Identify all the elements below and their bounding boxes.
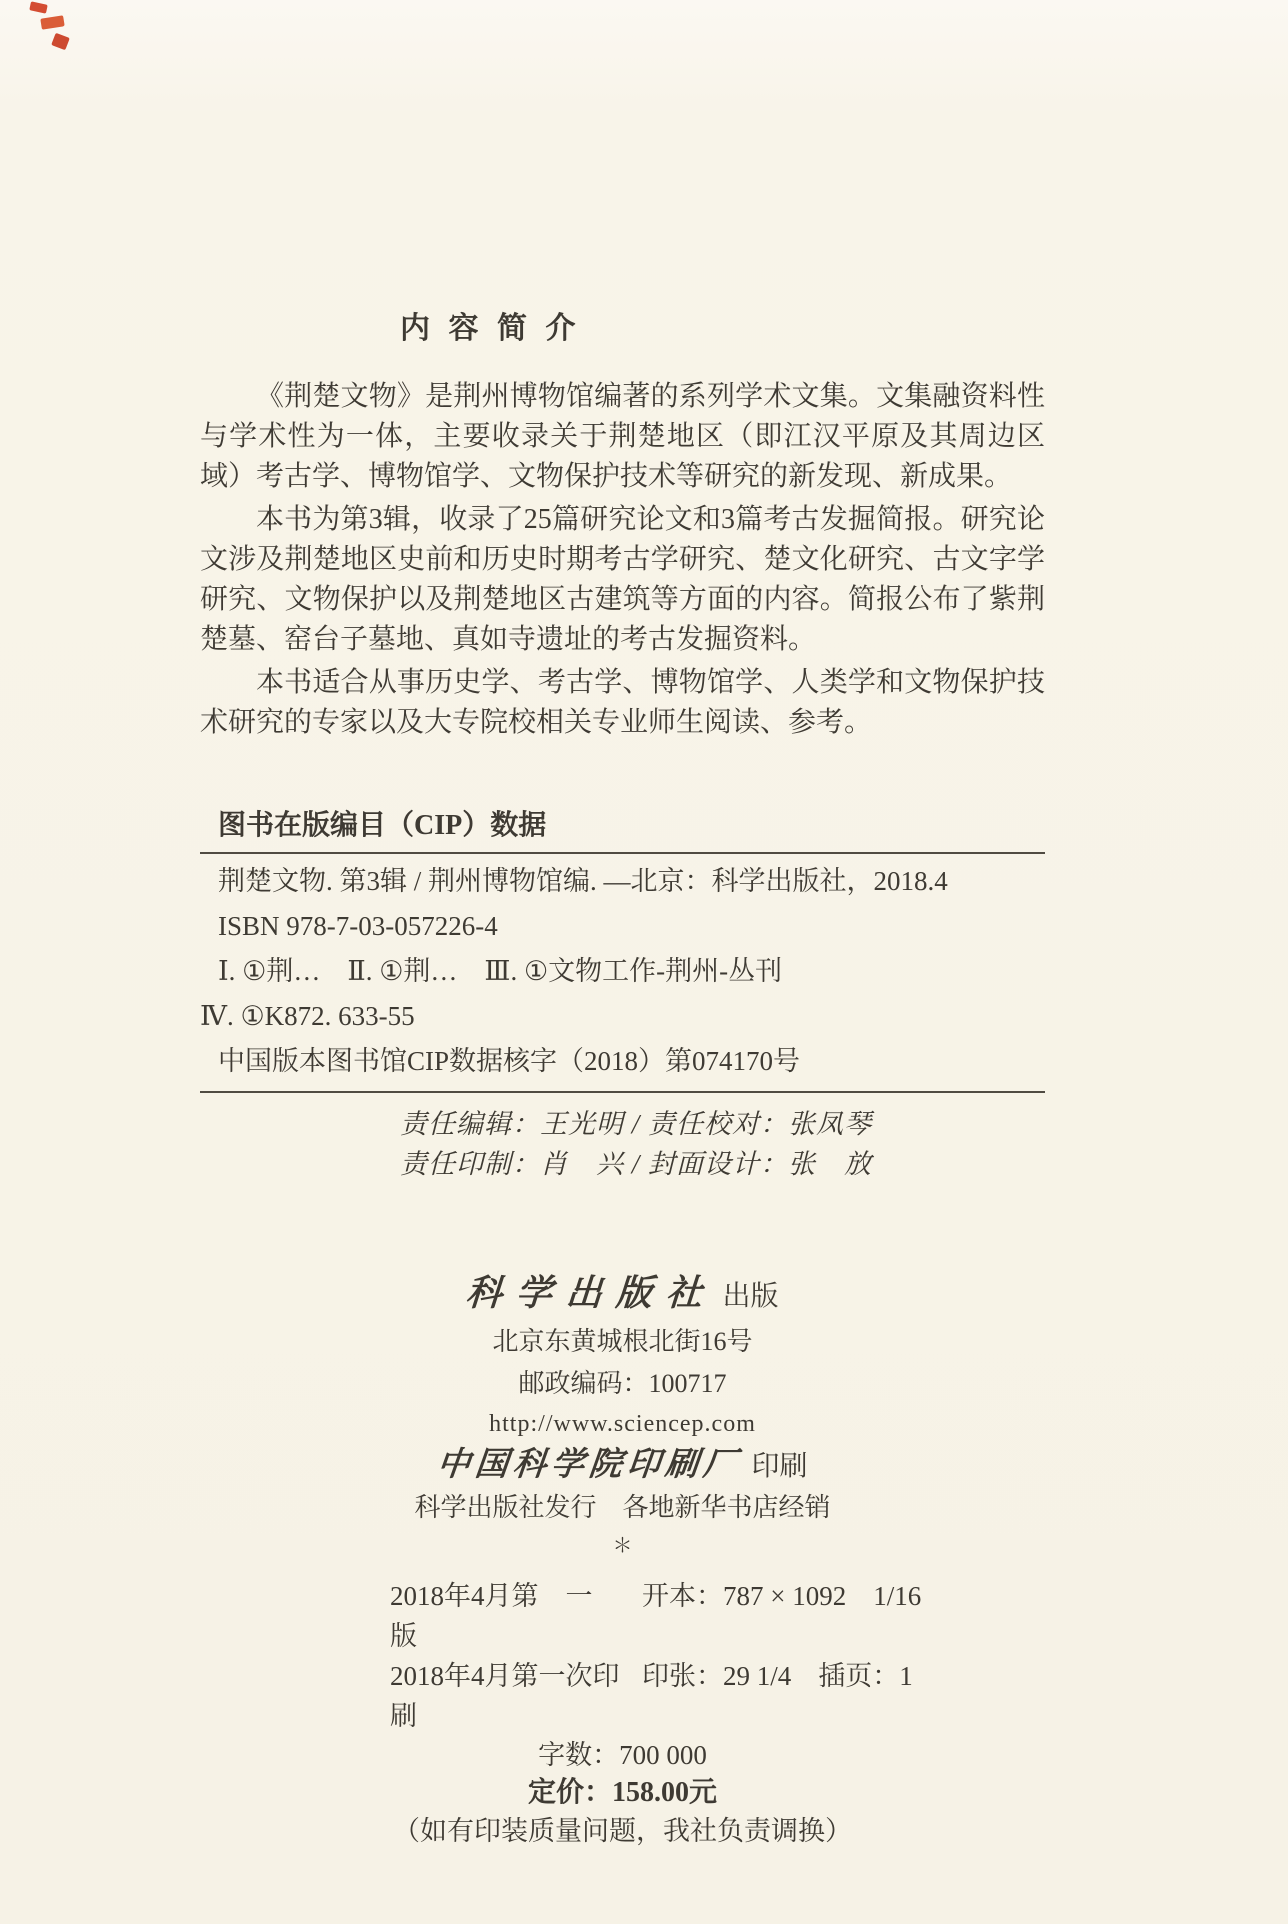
credits-editor-line: 责任编辑：王光明 / 责任校对：张凤琴	[400, 1109, 873, 1139]
intro-summary	[200, 377, 1045, 743]
sheets-line: 印张：29 1/4 插页：1	[642, 1661, 913, 1691]
intro-paragraph-3: 本书适合从事历史学、考古学、博物馆学、人类学和文物保护技术研究的专家以及大专院校相关专业师生阅读、参考。	[200, 667, 1045, 738]
cip-top-rule	[200, 852, 1045, 854]
cip-bottom-rule	[200, 1091, 1045, 1093]
cip-classification-line: Ⅰ. ①荆… Ⅱ. ①荆… Ⅲ. ①文物工作-荆州-丛刊	[218, 956, 783, 986]
edition-grid	[390, 1576, 921, 1736]
intro-paragraph-1: 《荆楚文物》是荆州博物馆编著的系列学术文集。文集融资料性与学术性为一体，主要收录关于荆楚地区（即江汉平原及其周边区域）考古学、博物馆学、文物保护技术等研究的新发现、新成果。	[200, 381, 1045, 492]
cip-header: 图书在版编目（CIP）数据	[218, 810, 547, 841]
publisher-logotype: 科学出版社	[465, 1273, 718, 1313]
cip-data-block	[200, 803, 1045, 1093]
cip-record-number: 中国版本图书馆CIP数据核字（2018）第074170号	[218, 1046, 801, 1076]
intro-paragraph-2: 本书为第3辑，收录了25篇研究论文和3篇考古发掘简报。研究论文涉及荆楚地区史前和历史时期考古学研究、楚文化研究、古文字学研究、文物保护以及荆楚地区古建筑等方面的内容。简报公布了紫荆楚墓、窑台子墓地、真如寺遗址的考古发掘资料。	[200, 504, 1045, 655]
distribution-line: 科学出版社发行 各地新华书店经销	[414, 1493, 831, 1522]
format-line: 开本：787 × 1092 1/16	[642, 1581, 922, 1611]
publisher-address: 北京东黄城根北街16号	[492, 1327, 753, 1356]
cip-classification-line-2: Ⅳ. ①K872. 633-55	[200, 1001, 415, 1031]
publisher-name-line	[200, 1270, 1045, 1320]
cip-isbn-line: ISBN 978-7-03-057226-4	[218, 911, 498, 941]
cip-title-line: 荆楚文物. 第3辑 / 荆州博物馆编. —北京：科学出版社，2018.4	[218, 866, 948, 896]
word-count-line: 字数：700 000	[538, 1740, 707, 1770]
printing-line: 2018年4月第一次印刷	[390, 1661, 620, 1731]
publisher-suffix: 出版	[722, 1281, 779, 1312]
red-ink-mark	[51, 33, 70, 51]
divider-asterisk: ＊	[612, 1535, 633, 1557]
publisher-postcode: 邮政编码：100717	[518, 1369, 727, 1398]
printer-logotype: 中国科学院印刷厂	[435, 1447, 744, 1483]
printer-suffix: 印刷	[751, 1451, 808, 1482]
price-line: 定价：158.00元	[527, 1777, 717, 1808]
page-content	[200, 0, 1045, 1850]
staff-credits-block	[200, 1104, 1045, 1184]
publisher-block	[200, 1270, 1045, 1564]
printer-line	[200, 1444, 1045, 1488]
red-ink-mark	[29, 1, 47, 13]
red-ink-mark	[40, 15, 64, 29]
edition-block	[200, 1576, 1045, 1850]
section-title: 内 容 简 介	[400, 312, 578, 345]
credits-printing-line: 责任印制：肖 兴 / 封面设计：张 放	[400, 1149, 873, 1179]
publisher-website: http://www.sciencep.com	[489, 1411, 756, 1437]
quality-notice: （如有印装质量问题，我社负责调换）	[393, 1816, 852, 1846]
edition-line: 2018年4月第 一 版	[390, 1581, 620, 1651]
